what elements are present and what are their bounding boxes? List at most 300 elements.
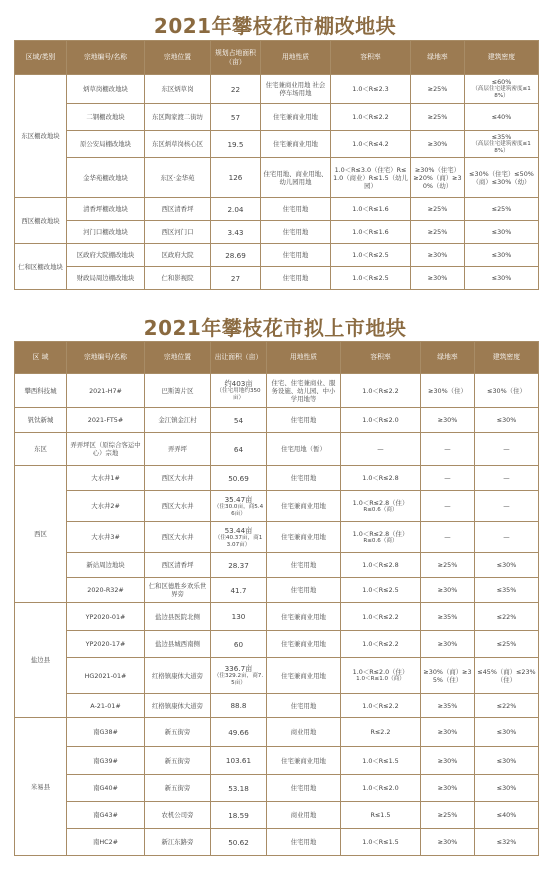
- column-header: 宗地位置: [145, 41, 211, 75]
- building-density-text: ≤30%: [496, 784, 517, 792]
- plot-location: [145, 718, 211, 747]
- plot-name: [67, 829, 145, 856]
- table-row: [15, 775, 539, 802]
- plot-name-text: 原公安局棚改地块: [79, 140, 132, 148]
- floor-area-ratio-text: 1.0＜R≤1.6: [352, 228, 389, 236]
- green-ratio-text: ≥30%: [437, 640, 458, 648]
- building-density: [475, 829, 539, 856]
- floor-area-ratio-text: 1.0＜R≤2.8（住）: [352, 498, 409, 507]
- plot-location: [145, 747, 211, 775]
- plot-name-text: 区政府大院棚改地块: [76, 251, 135, 259]
- green-ratio-text: ≥30%（商）≥35%（住）: [423, 667, 472, 684]
- plot-location-text: 新江东路旁: [161, 838, 194, 846]
- floor-area-ratio-text: —: [377, 445, 384, 453]
- plot-name-text: HG2021-01#: [84, 671, 127, 680]
- table-row: [15, 491, 539, 522]
- green-ratio: [411, 104, 465, 131]
- plot-area-text: 35.47亩: [224, 494, 253, 504]
- building-density-text: ≤30%: [496, 561, 517, 569]
- plot-location-text: 东区·金华苑: [160, 173, 195, 182]
- green-ratio-text: ≥25%: [437, 561, 458, 569]
- table-row: [15, 718, 539, 747]
- plot-location-text: 区政府大院: [161, 251, 194, 259]
- building-density: [475, 408, 539, 433]
- land-use-text: 住宅用地: [290, 474, 317, 482]
- region-cell: 攀西科技城: [15, 374, 67, 408]
- floor-area-ratio-text: 1.0＜R≤2.8: [362, 561, 399, 569]
- table-row: [15, 466, 539, 491]
- plot-location: [145, 522, 211, 553]
- column-header: 建筑密度: [465, 41, 539, 75]
- floor-area-ratio-text: 1.0＜R≤2.5: [352, 251, 389, 259]
- table-row: [15, 694, 539, 718]
- plot-name-text: 南G43#: [93, 811, 118, 819]
- plot-area: [211, 775, 267, 802]
- plot-location: [145, 244, 211, 267]
- plot-name: [67, 775, 145, 802]
- building-density: [475, 658, 539, 694]
- green-ratio: [411, 158, 465, 198]
- green-ratio: [421, 522, 475, 553]
- plot-name-text: 南G39#: [93, 756, 118, 765]
- plot-area-text: 130: [231, 612, 246, 621]
- floor-area-ratio-text: 1.0＜R≤2.2: [362, 386, 399, 395]
- building-density-note: （高层住宅建筑密度≤18%）: [472, 141, 531, 154]
- plot-area-text: 50.62: [228, 837, 249, 847]
- green-ratio-text: ≥35%: [437, 612, 458, 621]
- building-density-text: ≤30%: [491, 251, 512, 259]
- floor-area-ratio: [331, 198, 411, 221]
- land-use-text: 住宅兼商业用地: [281, 533, 326, 541]
- plot-name-text: 河门口棚改地块: [83, 228, 128, 236]
- column-header: 规划占地面积（亩）: [211, 41, 261, 75]
- land-use-text: 住宅用地: [282, 205, 309, 213]
- plot-name-text: 清香坪棚改地块: [83, 205, 128, 213]
- floor-area-ratio: [341, 603, 421, 631]
- plot-name-text: 二钢棚改地块: [86, 113, 125, 121]
- green-ratio-text: ≥30%: [437, 784, 458, 792]
- land-use: [261, 131, 331, 158]
- land-use: [267, 829, 341, 856]
- plot-name-text: 财政局周边棚改地块: [76, 274, 135, 282]
- land-use-text: 住宅兼商业用地: [281, 640, 326, 648]
- column-header: 区域/类别: [15, 41, 67, 75]
- floor-area-ratio-text: 1.0＜R≤2.8: [362, 474, 399, 482]
- building-density: [465, 244, 539, 267]
- green-ratio: [411, 131, 465, 158]
- land-use-text: 住宅用地、商业用地、幼儿园用地: [263, 169, 328, 186]
- land-use: [267, 775, 341, 802]
- plot-location: [145, 631, 211, 658]
- plot-area: [211, 104, 261, 131]
- plot-name: [67, 631, 145, 658]
- floor-area-ratio: [341, 374, 421, 408]
- floor-area-ratio: [341, 718, 421, 747]
- plot-area-text: 60: [233, 639, 244, 649]
- green-ratio: [411, 267, 465, 290]
- building-density-note: （高层住宅建筑密度≤18%）: [472, 86, 531, 99]
- floor-area-ratio-text: R≤1.5: [370, 811, 391, 819]
- table-row: [15, 75, 539, 104]
- table-row: [15, 522, 539, 553]
- building-density-text: ≤45%（商）≤23%（住）: [477, 667, 536, 684]
- plot-location: [145, 75, 211, 104]
- land-use: [267, 491, 341, 522]
- land-use: [261, 198, 331, 221]
- plot-area-text: 49.66: [228, 727, 249, 737]
- green-ratio: [421, 694, 475, 718]
- plot-name-text: 2021-H7#: [89, 386, 122, 395]
- floor-area-ratio-note: R≤0.6（商）: [363, 506, 398, 513]
- floor-area-ratio: [341, 408, 421, 433]
- plot-area: [211, 718, 267, 747]
- header-row: [15, 342, 539, 374]
- plot-location: [145, 578, 211, 603]
- table-row: [15, 802, 539, 829]
- plot-name: [67, 694, 145, 718]
- bottom-table-title: 2021年攀枝花市拟上市地块: [143, 316, 407, 340]
- building-density-text: —: [503, 502, 510, 510]
- floor-area-ratio-text: 1.0＜R≤2.2: [352, 113, 389, 121]
- plot-location-text: 盐边县医院北侧: [155, 612, 200, 621]
- land-use-text: 住宅兼商业用地: [281, 671, 326, 680]
- floor-area-ratio: [331, 244, 411, 267]
- plot-area: [211, 631, 267, 658]
- plot-name: [67, 466, 145, 491]
- floor-area-ratio: [331, 267, 411, 290]
- plot-area: [211, 433, 267, 466]
- green-ratio: [411, 198, 465, 221]
- building-density-text: —: [503, 445, 510, 453]
- building-density-text: ≤30%: [496, 756, 517, 765]
- floor-area-ratio-note: 1.0＜R≤1.0（商）: [356, 676, 405, 682]
- land-use-text: 住宅用地（暂）: [281, 445, 326, 453]
- plot-name-text: 2020-R32#: [87, 586, 124, 594]
- plot-name: [67, 433, 145, 466]
- table-row: [15, 408, 539, 433]
- building-density: [475, 718, 539, 747]
- land-use-text: 住宅用地: [282, 274, 309, 282]
- floor-area-ratio: [331, 221, 411, 244]
- plot-name-text: YP2020-17#: [85, 640, 126, 648]
- plot-area: [211, 75, 261, 104]
- plot-area-text: 41.7: [230, 585, 247, 595]
- building-density: [475, 374, 539, 408]
- land-use: [267, 466, 341, 491]
- building-density-text: ≤30%: [496, 416, 517, 424]
- plot-location: [145, 267, 211, 290]
- plot-location-text: 西区大水井: [161, 502, 194, 510]
- floor-area-ratio-text: 1.0＜R≤2.2: [362, 701, 399, 710]
- plot-area: [211, 244, 261, 267]
- plot-area: [211, 466, 267, 491]
- land-use-text: 住宅用地: [290, 586, 317, 594]
- green-ratio: [421, 433, 475, 466]
- column-header: 绿地率: [421, 342, 475, 374]
- plot-location-text: 西区大水井: [161, 533, 194, 541]
- plot-location: [145, 802, 211, 829]
- column-header: 用地性质: [267, 342, 341, 374]
- plot-area-note: （住40.37亩，商13.07亩）: [214, 534, 263, 548]
- plot-name: [67, 603, 145, 631]
- plot-area-text: 53.18: [228, 783, 249, 793]
- column-header: 宗地编号/名称: [67, 342, 145, 374]
- building-density: [465, 104, 539, 131]
- green-ratio-text: ≥30%: [437, 416, 458, 424]
- plot-area-text: 126: [228, 173, 243, 182]
- region-cell: 西区棚改地块: [15, 198, 67, 244]
- green-ratio: [421, 466, 475, 491]
- plot-location: [145, 221, 211, 244]
- green-ratio-text: ≥30%: [427, 251, 448, 259]
- building-density: [465, 158, 539, 198]
- plot-area: [211, 603, 267, 631]
- region-cell: 仁和区棚改地块: [15, 244, 67, 290]
- building-density-text: ≤30%（住宅）≤50%（商）≤30%（幼）: [469, 169, 534, 186]
- plot-area-text: 约403亩: [224, 379, 253, 389]
- green-ratio: [421, 374, 475, 408]
- land-use: [267, 522, 341, 553]
- plot-location-text: 西区大水井: [161, 474, 194, 482]
- building-density: [475, 578, 539, 603]
- green-ratio-text: —: [444, 502, 451, 510]
- land-use: [261, 75, 331, 104]
- table-row: [15, 631, 539, 658]
- plot-name-text: 弄弄坪区（原综合客运中心）宗地: [70, 441, 141, 457]
- floor-area-ratio: [341, 694, 421, 718]
- plot-area: [211, 553, 267, 578]
- floor-area-ratio: [341, 522, 421, 553]
- green-ratio: [421, 829, 475, 856]
- plot-name-text: A-21-01#: [90, 701, 121, 710]
- green-ratio-text: ≥25%: [427, 85, 448, 93]
- green-ratio: [421, 603, 475, 631]
- floor-area-ratio: [341, 802, 421, 829]
- land-use-text: 住宅用地: [290, 561, 317, 569]
- plot-area: [211, 221, 261, 244]
- land-use-text: 商业用地: [290, 728, 317, 736]
- building-density-text: ≤30%: [491, 274, 512, 282]
- floor-area-ratio-text: 1.0＜R≤4.2: [352, 140, 389, 148]
- plot-name: [67, 718, 145, 747]
- land-use-text: 住宅用地: [290, 784, 317, 792]
- floor-area-ratio-text: 1.0＜R≤2.3: [352, 85, 389, 93]
- green-ratio-text: ≥30%: [427, 274, 448, 282]
- plot-area-text: 103.61: [225, 756, 252, 765]
- green-ratio: [411, 75, 465, 104]
- plot-area: [211, 829, 267, 856]
- land-use-text: 住宅用地: [290, 838, 317, 846]
- land-use-text: 住宅兼商业用地: [281, 756, 326, 765]
- green-ratio-text: ≥30%: [437, 838, 458, 846]
- table-row: [15, 829, 539, 856]
- building-density-text: ≤30%: [496, 728, 517, 736]
- land-use: [261, 104, 331, 131]
- land-use: [267, 433, 341, 466]
- column-header: 容积率: [341, 342, 421, 374]
- green-ratio: [421, 775, 475, 802]
- column-header: 容积率: [331, 41, 411, 75]
- land-use: [261, 267, 331, 290]
- land-use: [261, 244, 331, 267]
- plot-area-text: 57: [230, 112, 241, 122]
- land-use: [261, 158, 331, 198]
- building-density: [465, 75, 539, 104]
- plot-name-text: YP2020-01#: [85, 612, 126, 621]
- region-cell: 东区棚改地块: [15, 75, 67, 198]
- plot-location-text: 新五街旁: [164, 728, 191, 736]
- building-density: [465, 131, 539, 158]
- table-row: [15, 374, 539, 408]
- plot-location-text: 东区炳草岗核心区: [151, 140, 204, 148]
- plot-location-text: 巴斯箐片区: [161, 386, 194, 395]
- floor-area-ratio: [331, 131, 411, 158]
- floor-area-ratio: [341, 658, 421, 694]
- floor-area-ratio-text: 1.0＜R≤1.6: [352, 205, 389, 213]
- plot-location-text: 农机公司旁: [161, 811, 194, 819]
- green-ratio-text: ≥35%: [437, 701, 458, 710]
- land-use: [267, 603, 341, 631]
- plot-location: [145, 491, 211, 522]
- plot-location-text: 西区清香坪: [161, 205, 194, 213]
- plot-location-text: 新五街旁: [164, 756, 191, 765]
- plot-location: [145, 408, 211, 433]
- plot-area-note: （住宅用地约350亩）: [216, 388, 261, 401]
- green-ratio-text: ≥30%: [437, 586, 458, 594]
- plot-area-note: （住30.0亩，商5.46亩）: [213, 503, 264, 517]
- plot-name: [67, 553, 145, 578]
- plot-name: [67, 244, 145, 267]
- land-use: [267, 718, 341, 747]
- plot-name: [67, 522, 145, 553]
- plot-area-text: 28.37: [228, 560, 249, 570]
- plot-area-text: 88.8: [230, 701, 247, 710]
- plot-location-text: 东区炳草岗: [161, 85, 194, 93]
- plot-area: [211, 267, 261, 290]
- plot-area: [211, 374, 267, 408]
- column-header: 宗地位置: [145, 342, 211, 374]
- green-ratio-text: ≥30%（住宅）≥20%（商）≥30%（幼）: [413, 165, 462, 190]
- plot-area-text: 54: [233, 415, 244, 425]
- table-row: [15, 104, 539, 131]
- floor-area-ratio-text: 1.0＜R≤2.5: [362, 586, 399, 594]
- land-use-text: 住宅兼商业用地: [273, 113, 318, 121]
- building-density: [475, 553, 539, 578]
- green-ratio-text: ≥25%: [437, 811, 458, 819]
- plot-area-text: 64: [233, 444, 244, 454]
- green-ratio-text: ≥30%（住）: [428, 386, 467, 395]
- floor-area-ratio-note: R≤0.6（商）: [363, 537, 398, 544]
- plot-name: [67, 131, 145, 158]
- plot-location: [145, 198, 211, 221]
- building-density-text: ≤60%: [491, 78, 512, 87]
- land-use: [267, 374, 341, 408]
- building-density: [475, 603, 539, 631]
- plot-area-text: 18.59: [228, 810, 249, 820]
- plot-name-text: 金华苑棚改地块: [83, 173, 128, 182]
- floor-area-ratio: [341, 553, 421, 578]
- green-ratio-text: ≥25%: [427, 205, 448, 213]
- column-header: 区 域: [15, 342, 67, 374]
- floor-area-ratio-text: 1.0＜R≤2.5: [352, 274, 389, 282]
- building-density: [475, 775, 539, 802]
- building-density: [465, 221, 539, 244]
- floor-area-ratio-text: 1.0＜R≤2.0（住）: [352, 668, 409, 676]
- building-density: [475, 631, 539, 658]
- floor-area-ratio-text: 1.0＜R≤2.2: [362, 640, 399, 648]
- region-cell: 东区: [15, 433, 67, 466]
- plot-area-text: 336.7亩: [224, 664, 253, 674]
- plot-area-text: 27: [230, 273, 241, 283]
- land-use: [267, 658, 341, 694]
- green-ratio: [421, 553, 475, 578]
- top-table-title: 2021年攀枝花市棚改地块: [153, 14, 397, 38]
- building-density-text: ≤35%: [491, 133, 512, 142]
- green-ratio-text: ≥25%: [427, 228, 448, 236]
- land-use-text: 住宅用地: [290, 416, 317, 424]
- table-row: [15, 158, 539, 198]
- table-row: [15, 603, 539, 631]
- plot-location: [145, 658, 211, 694]
- building-density: [475, 491, 539, 522]
- plot-name: [67, 802, 145, 829]
- building-density-text: ≤25%: [496, 640, 517, 648]
- floor-area-ratio: [341, 631, 421, 658]
- land-use-text: 住宅兼商业用地: [281, 612, 326, 621]
- renovation-plots-table: [14, 40, 539, 290]
- plot-location-text: 弄弄坪: [167, 445, 188, 453]
- floor-area-ratio-text: 1.0＜R≤2.0: [362, 784, 399, 792]
- building-density-text: ≤35%: [496, 586, 517, 594]
- building-density-text: —: [503, 474, 510, 482]
- table-row: [15, 221, 539, 244]
- land-use: [267, 802, 341, 829]
- plot-name: [67, 104, 145, 131]
- plot-location: [145, 694, 211, 718]
- plot-area-text: 22: [230, 84, 241, 94]
- land-use-text: 住宅、住宅兼商业、服务设施、幼儿园、中小学用地等: [271, 378, 336, 403]
- plot-location: [145, 131, 211, 158]
- plot-location-text: 西区河门口: [161, 228, 194, 236]
- plot-name: [67, 75, 145, 104]
- plot-location: [145, 603, 211, 631]
- plot-area-text: 19.5: [227, 139, 244, 149]
- plot-name-text: 大水井1#: [91, 474, 120, 482]
- region-cell: 西区: [15, 466, 67, 603]
- building-density: [475, 466, 539, 491]
- land-use-text: 住宅用地: [282, 251, 309, 259]
- green-ratio-text: ≥25%: [427, 113, 448, 121]
- land-use-text: 住宅用地: [282, 228, 309, 236]
- floor-area-ratio: [341, 491, 421, 522]
- plot-name: [67, 491, 145, 522]
- plot-name: [67, 658, 145, 694]
- column-header: 建筑密度: [475, 342, 539, 374]
- land-use: [267, 553, 341, 578]
- green-ratio: [421, 802, 475, 829]
- plot-area: [211, 522, 267, 553]
- floor-area-ratio: [341, 578, 421, 603]
- plot-location: [145, 374, 211, 408]
- region-cell: 钒钛新城: [15, 408, 67, 433]
- floor-area-ratio-text: 1.0＜R≤1.5: [362, 756, 399, 765]
- plot-location-text: 红格镇康体大道旁: [151, 701, 204, 710]
- table-row: [15, 131, 539, 158]
- green-ratio-text: ≥30%: [437, 756, 458, 765]
- land-use: [267, 578, 341, 603]
- plot-location-text: 盐边县城西南侧: [155, 640, 200, 648]
- column-header: 用地性质: [261, 41, 331, 75]
